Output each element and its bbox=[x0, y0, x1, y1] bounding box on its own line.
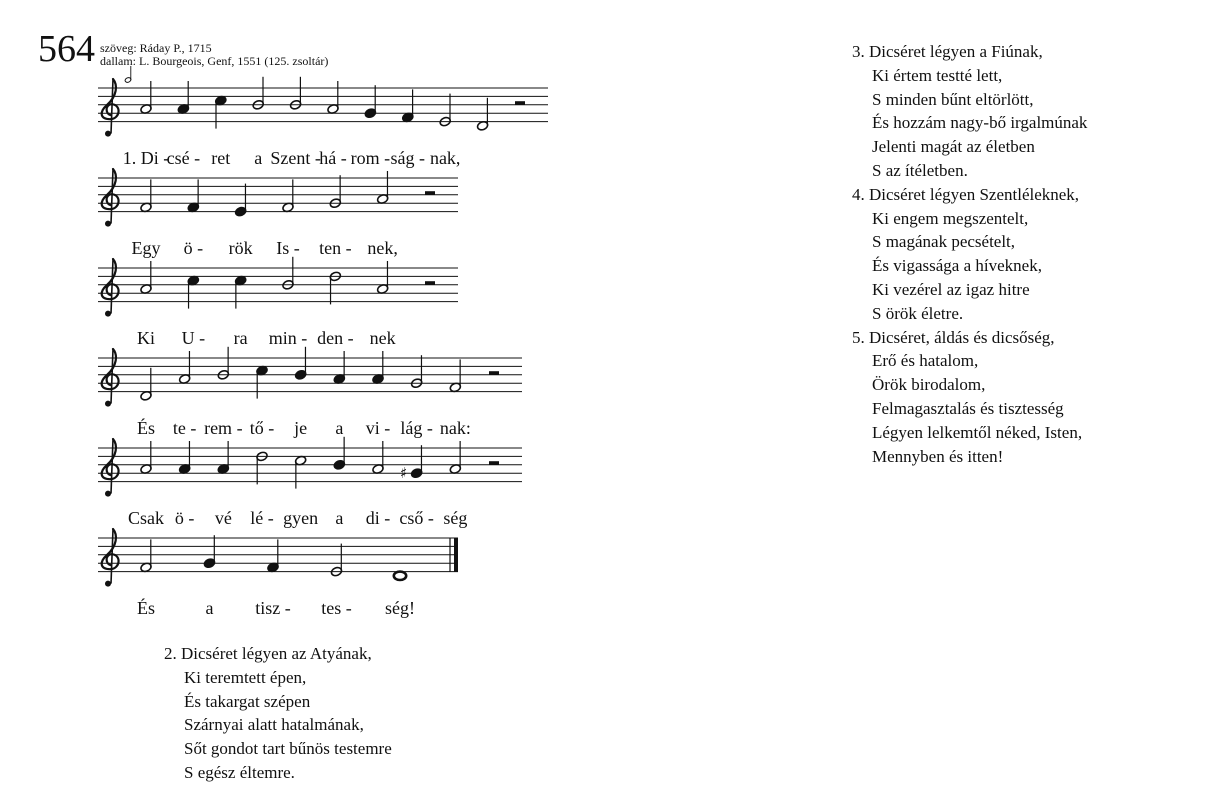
verse-line: S minden bűnt eltörlött, bbox=[872, 89, 1034, 109]
lyric-syllable: ség bbox=[443, 508, 468, 528]
lyric-syllable: ség! bbox=[385, 598, 415, 618]
half-rest-icon bbox=[425, 281, 435, 285]
treble-clef-tail bbox=[105, 131, 111, 137]
verses-left-column bbox=[164, 642, 392, 785]
lyric-syllable: rem - bbox=[204, 418, 243, 438]
verse-line: 3. Dicséret légyen a Fiúnak, bbox=[852, 42, 1043, 61]
lyric-syllable: nak: bbox=[439, 418, 471, 438]
lyric-syllable: a bbox=[335, 508, 344, 528]
lyric-syllable: gyen bbox=[283, 508, 319, 528]
lyric-syllable: Egy bbox=[131, 238, 161, 258]
melody-credit: dallam: L. Bourgeois, Genf, 1551 (125. zsoltár) bbox=[100, 54, 329, 68]
verse-line: S örök életre. bbox=[872, 303, 964, 323]
lyric-syllable: ra bbox=[233, 328, 248, 348]
lyric-syllable: nek bbox=[369, 328, 396, 348]
verse-line: S magának pecsételt, bbox=[872, 232, 1016, 252]
verse-line: 4. Dicséret légyen Szentléleknek, bbox=[852, 184, 1080, 204]
verse-line: Ki értem testté lett, bbox=[872, 65, 1003, 85]
lyric-syllable: te - bbox=[172, 418, 197, 438]
verse-line: És vigassága a híveknek, bbox=[872, 256, 1042, 276]
stanza bbox=[852, 40, 1087, 183]
lyric-syllable: rök bbox=[228, 238, 253, 258]
treble-clef-tail bbox=[105, 491, 111, 497]
notehead bbox=[394, 572, 406, 580]
stanza bbox=[852, 326, 1087, 469]
lyric-syllable: cső - bbox=[399, 508, 434, 528]
verse-line: Mennyben és itten! bbox=[872, 446, 1004, 466]
lyric-syllable: Szent - bbox=[270, 148, 321, 168]
treble-clef-tail bbox=[105, 221, 111, 227]
text-credit: szöveg: Ráday P., 1715 bbox=[100, 41, 212, 55]
lyric-syllable: tisz - bbox=[255, 598, 291, 618]
lyric-syllable: je bbox=[294, 418, 308, 438]
lyric-syllable: vi - bbox=[365, 418, 391, 438]
lyric-syllable: ö - bbox=[174, 508, 195, 528]
verse-line: Jelenti magát az életben bbox=[872, 137, 1035, 157]
treble-clef-tail bbox=[105, 311, 111, 317]
verse-line: Szárnyai alatt hatalmának, bbox=[184, 715, 364, 735]
stanza bbox=[164, 642, 392, 785]
treble-clef-tail bbox=[105, 581, 111, 587]
verse-line: És takargat szépen bbox=[184, 691, 311, 711]
treble-clef-stem bbox=[111, 259, 113, 314]
half-rest-icon bbox=[425, 191, 435, 195]
lyric-syllable: vé bbox=[214, 508, 232, 528]
lyric-syllable: És bbox=[137, 418, 155, 438]
treble-clef-stem bbox=[111, 169, 113, 224]
half-rest-icon bbox=[489, 461, 499, 465]
verse-line: Ki vezérel az igaz hitre bbox=[872, 279, 1030, 299]
verses-right-column bbox=[852, 40, 1087, 468]
lyric-syllable: Csak bbox=[128, 508, 164, 528]
lyric-syllable: di - bbox=[365, 508, 391, 528]
lyric-syllable: nek, bbox=[367, 238, 398, 258]
verse-line: S az ítéletben. bbox=[872, 160, 968, 180]
treble-clef-stem bbox=[111, 349, 113, 404]
half-rest-icon bbox=[515, 101, 525, 105]
verse-line: És hozzám nagy-bő irgalmúnak bbox=[872, 113, 1088, 133]
verse-line: Örök birodalom, bbox=[872, 375, 986, 395]
lyric-syllable: a bbox=[205, 598, 214, 618]
lyric-syllable: lág - bbox=[400, 418, 433, 438]
verse-line: 2. Dicséret légyen az Atyának, bbox=[164, 644, 372, 663]
lyric-syllable: lé - bbox=[250, 508, 274, 528]
treble-clef-stem bbox=[111, 439, 113, 494]
lyric-syllable: tes - bbox=[321, 598, 352, 618]
lyric-syllable: Is - bbox=[276, 238, 300, 258]
lyric-syllable: Ki bbox=[137, 328, 155, 348]
lyric-syllable: ö - bbox=[183, 238, 204, 258]
lyric-syllable: tő - bbox=[249, 418, 275, 438]
lyric-syllable: nak, bbox=[429, 148, 461, 168]
treble-clef-tail bbox=[105, 401, 111, 407]
lyric-syllable: a bbox=[335, 418, 344, 438]
sharp-icon: ♯ bbox=[400, 464, 408, 483]
lyric-syllable: min - bbox=[268, 328, 308, 348]
verse-line: Sőt gondot tart bűnös testemre bbox=[184, 739, 392, 759]
lyric-syllable: 1. Di - bbox=[122, 148, 170, 168]
lyric-syllable: rom - bbox=[350, 148, 391, 168]
lyric-syllable: ret bbox=[211, 148, 231, 168]
verse-line: Ki teremtett épen, bbox=[184, 667, 307, 687]
stanza bbox=[852, 183, 1087, 326]
lyric-syllable: den - bbox=[317, 328, 354, 348]
lyric-syllable: És bbox=[137, 598, 155, 618]
lyric-syllable: ság - bbox=[390, 148, 426, 168]
verse-line: Ki engem megszentelt, bbox=[872, 208, 1029, 228]
verse-line: Légyen lelkemtől néked, Isten, bbox=[872, 422, 1083, 442]
treble-clef-stem bbox=[111, 79, 113, 134]
treble-clef-stem bbox=[111, 529, 113, 584]
verse-line: Felmagasztalás és tisztesség bbox=[872, 398, 1064, 418]
lyric-syllable: a bbox=[254, 148, 263, 168]
lyric-syllable: ten - bbox=[319, 238, 352, 258]
lyric-syllable: U - bbox=[181, 328, 206, 348]
hymn-number: 564 bbox=[38, 28, 95, 70]
verse-line: S egész éltemre. bbox=[184, 762, 295, 782]
verse-line: 5. Dicséret, áldás és dicsőség, bbox=[852, 327, 1055, 347]
final-barline-thick bbox=[454, 538, 458, 572]
verse-line: Erő és hatalom, bbox=[872, 351, 979, 371]
half-rest-icon bbox=[489, 371, 499, 375]
lyric-syllable: csé - bbox=[166, 148, 201, 168]
lyric-syllable: há - bbox=[319, 148, 347, 168]
